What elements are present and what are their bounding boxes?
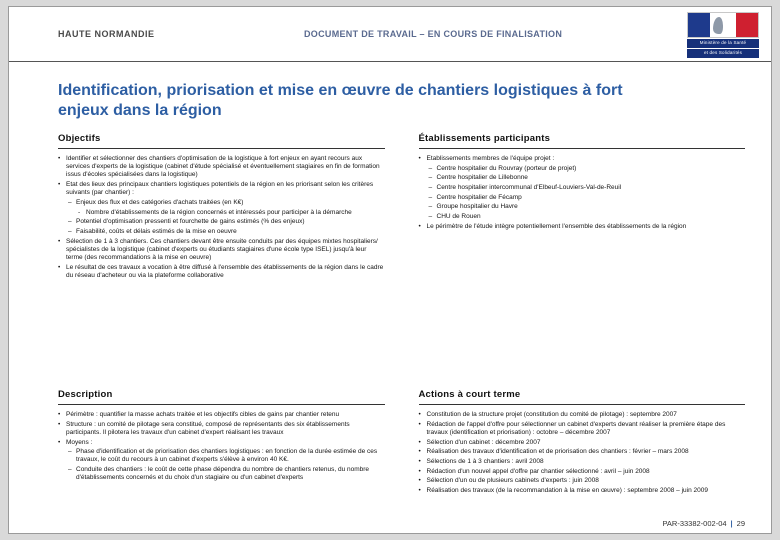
section-description: [58, 389, 385, 497]
list-item: [419, 165, 746, 173]
bullet-marker: •: [418, 457, 421, 465]
bullet-marker: –: [428, 193, 433, 201]
description-bullet-list: [58, 411, 385, 483]
bullet-marker: •: [418, 155, 421, 162]
list-item: [58, 228, 385, 236]
list-item: [419, 174, 746, 182]
list-item: [419, 439, 746, 447]
list-item: [419, 203, 746, 211]
list-item-text: Sélection d'un cabinet : décembre 2007: [426, 438, 541, 446]
actions-bullet-list: [419, 411, 746, 495]
bullet-marker: •: [58, 237, 61, 245]
french-flag-icon: [687, 12, 759, 38]
etablissements-bullet-list: [419, 155, 746, 231]
list-item-text: Enjeux des flux et des catégories d'achats traitées (en K€): [76, 198, 244, 206]
list-item: [58, 439, 385, 447]
slide: [8, 6, 772, 534]
list-item-text: Réalisation des travaux d'identification et de priorisation des chantiers : février – mars 2008: [426, 448, 689, 456]
section-actions-heading: Actions à court terme: [419, 389, 746, 405]
list-item-text: Faisabilité, coûts et délais estimés de la mise en oeuvre: [76, 228, 237, 235]
header-status-label: DOCUMENT DE TRAVAIL – EN COURS DE FINALISATION: [304, 29, 563, 39]
flag-white-stripe: [710, 13, 737, 37]
header-region-label: HAUTE NORMANDIE: [58, 29, 155, 39]
list-item-text: Structure : un comité de pilotage sera constitué, composé de représentants des six établissements participants. Il pilotera les travaux d'un cabinet d'expert réalisant les travaux: [66, 420, 350, 436]
bullet-marker: –: [68, 228, 72, 235]
slide-content: [58, 65, 745, 513]
bullet-marker: -: [78, 208, 81, 216]
marianne-icon: [713, 17, 723, 34]
bullet-marker: •: [418, 411, 421, 418]
section-actions: [419, 389, 746, 497]
section-objectifs-heading: Objectifs: [58, 133, 385, 149]
list-item: [58, 238, 385, 263]
list-item-text: Rédaction de l'appel d'offre pour sélectionner un cabinet d'experts devant réaliser la première étape des travaux (identification et priorisation) : octobre – décembre 2007: [426, 420, 726, 436]
list-item-text: Centre hospitalier de Lillebonne: [436, 174, 528, 182]
page-title: Identification, priorisation et mise en œuvre de chantiers logistiques à fort enjeux dans la région: [58, 82, 623, 119]
list-item-text: Sélection d'un ou de plusieurs cabinets d'experts : juin 2008: [426, 477, 599, 485]
bullet-marker: •: [58, 155, 61, 162]
list-item: [58, 155, 385, 180]
objectifs-bullet-list: [58, 155, 385, 280]
bullet-marker: •: [58, 420, 61, 428]
list-item: [419, 421, 746, 437]
bullet-marker: •: [58, 438, 61, 446]
bullet-marker: •: [418, 222, 421, 230]
bullet-marker: •: [58, 181, 61, 189]
list-item: [419, 194, 746, 202]
list-item: [419, 411, 746, 419]
header-divider: [9, 61, 771, 62]
list-item-text: Constitution de la structure projet (constitution du comité de pilotage) : septembre 2007: [426, 411, 677, 418]
ministry-name-line2: et des Solidarités: [687, 49, 759, 58]
list-item-text: Identifier et sélectionner des chantiers d'optimisation de la logistique à fort enjeux en ayant recours aux services d'experts de la logistique (cabinet d'étude spécialisé et éventuellement stagiaires en fin de formation issus d'écoles spécialisées dans la logistique): [66, 155, 380, 179]
list-item: [58, 448, 385, 464]
bullet-marker: –: [68, 448, 72, 456]
bullet-marker: •: [58, 263, 61, 271]
list-item: [419, 184, 746, 192]
footer-reference: PAR-33382-002-04: [662, 519, 727, 528]
list-item-text: Conduite des chantiers : le coût de cette phase dépendra du nombre de chantiers retenus, du nombre d'établissements concernés et du choix d'un stagiaire ou d'un cabinet d'experts: [76, 466, 370, 482]
list-item: [58, 181, 385, 197]
list-item-text: Groupe hospitalier du Havre: [436, 203, 518, 211]
quadrant-grid: [58, 133, 745, 497]
page-number: 29: [736, 519, 745, 528]
list-item: [58, 421, 385, 437]
list-item: [58, 466, 385, 482]
section-description-heading: Description: [58, 389, 385, 405]
list-item: [58, 264, 385, 280]
bullet-marker: –: [428, 174, 433, 182]
list-item-text: Périmètre : quantifier la masse achats traitée et les objectifs cibles de gains par chantier retenu: [66, 411, 340, 418]
list-item: [419, 213, 746, 221]
list-item: [58, 209, 385, 217]
list-item: [58, 411, 385, 419]
list-item-text: Centre hospitalier du Rouvray (porteur de projet): [436, 164, 577, 172]
list-item-text: Réalisation des travaux (de la recommandation à la mise en œuvre) : septembre 2008 – juin 2009: [426, 487, 708, 494]
list-item: [419, 477, 746, 485]
list-item-text: Etablissements membres de l'équipe projet :: [426, 155, 555, 162]
list-item: [419, 458, 746, 466]
bullet-marker: –: [428, 164, 433, 172]
list-item-text: Centre hospitalier de Fécamp: [436, 193, 522, 201]
list-item-text: Potentiel d'optimisation pressenti et fourchette de gains estimés (% des enjeux): [76, 218, 305, 226]
list-item: [419, 448, 746, 456]
bullet-marker: –: [428, 184, 433, 192]
list-item: [58, 218, 385, 226]
list-item-text: Sélection de 1 à 3 chantiers. Ces chantiers devant être ensuite conduits par des équipes mixtes hospitaliers/ spécialistes de la logistique (cabinet d'experts ou étudiants stagiaires d'une école type ISEL) jusqu'à leur terme (des recommandations à la mise en oeuvre): [66, 237, 378, 262]
bullet-marker: –: [428, 213, 433, 221]
list-item-text: Etat des lieux des principaux chantiers logistiques potentiels de la région en les priorisant selon les critères suivants (par chantier) :: [66, 181, 374, 197]
list-item-text: Rédaction d'un nouvel appel d'offre par chantier sélectionné : avril – juin 2008: [426, 467, 650, 475]
footer: [662, 519, 745, 528]
section-etablissements-heading: Établissements participants: [419, 133, 746, 149]
bullet-marker: •: [418, 448, 421, 456]
list-item-text: CHU de Rouen: [436, 213, 481, 221]
flag-red-stripe: [736, 13, 758, 37]
bullet-marker: –: [68, 218, 72, 226]
list-item-text: Phase d'identification et de priorisation des chantiers logistiques : en fonction de la durée estimée de ces travaux, le coût du recours à un cabinet d'experts s'élève à environ 40 K€.: [76, 448, 378, 464]
list-item-text: Moyens :: [66, 438, 93, 446]
list-item-text: Sélections de 1 à 3 chantiers : avril 2008: [426, 457, 544, 465]
list-item: [419, 487, 746, 495]
bullet-marker: •: [418, 467, 421, 475]
list-item-text: Le périmètre de l'étude intègre potentiellement l'ensemble des établissements de la région: [426, 222, 687, 230]
section-etablissements: [419, 133, 746, 389]
list-item: [419, 223, 746, 231]
ministry-logo: [687, 12, 759, 58]
bullet-marker: •: [418, 438, 421, 446]
list-item: [58, 199, 385, 207]
footer-separator: |: [730, 519, 733, 528]
ministry-name-line1: Ministère de la Santé: [687, 39, 759, 48]
flag-blue-stripe: [688, 13, 710, 37]
bullet-marker: –: [68, 466, 72, 474]
bullet-marker: •: [418, 420, 421, 428]
list-item: [419, 155, 746, 163]
bullet-marker: •: [418, 487, 421, 494]
list-item-text: Centre hospitalier intercommunal d'Elbeuf-Louviers-Val-de-Reuil: [436, 184, 622, 192]
bullet-marker: –: [68, 198, 72, 206]
bullet-marker: •: [58, 411, 61, 418]
list-item: [419, 468, 746, 476]
list-item-text: Nombre d'établissements de la région concernés et intéressés pour participer à la démarche: [86, 208, 352, 216]
bullet-marker: –: [428, 203, 433, 211]
section-objectifs: [58, 133, 385, 389]
list-item-text: Le résultat de ces travaux a vocation à être diffusé à l'ensemble des établissements de la région dans le cadre du réseau d'acheteur ou via la plateforme collaborative: [66, 263, 384, 279]
bullet-marker: •: [418, 477, 421, 485]
